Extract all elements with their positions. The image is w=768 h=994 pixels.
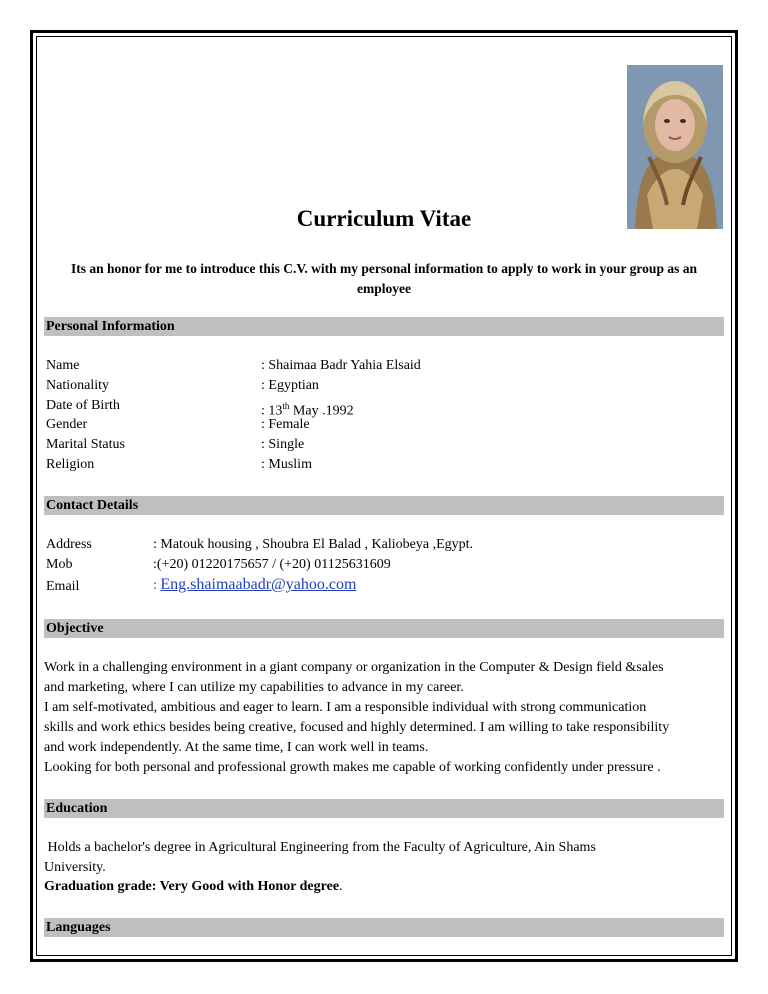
section-header-contact: Contact Details (44, 496, 724, 515)
objective-line: Work in a challenging environment in a giant company or organization in the Computer & Design field &sales (44, 660, 664, 675)
education-line: University. (44, 860, 106, 875)
section-header-languages: Languages (44, 918, 724, 937)
grade-text: Graduation grade: Very Good with Honor degree (44, 879, 340, 894)
dob-suffix: th (282, 401, 290, 411)
objective-line: and work independently. At the same time, I can work well in teams. (44, 740, 429, 755)
dob-day: : 13 (261, 403, 283, 419)
row-label: Mob (46, 557, 73, 572)
objective-line: I am self-motivated, ambitious and eager to learn. I am a responsible individual with strong communication (44, 700, 647, 715)
section-header-education: Education (44, 799, 724, 818)
row-label: Name (46, 358, 80, 373)
section-header-personal: Personal Information (44, 317, 724, 336)
page-title: Curriculum Vitae (296, 206, 472, 231)
row-value: : Single (261, 437, 305, 452)
dob-month-year: May .1992 (289, 403, 354, 419)
profile-photo-image (627, 65, 723, 229)
education-grade (44, 877, 734, 897)
row-label: Religion (46, 457, 95, 472)
row-value: : Muslim (261, 457, 312, 472)
row-value: : Shaimaa Badr Yahia Elsaid (261, 358, 421, 373)
row-label: Address (46, 537, 92, 552)
row-label: Email (46, 579, 80, 594)
intro-text: Its an honor for me to introduce this C.V. with my personal information to apply to work in your group as an employee (71, 261, 697, 296)
email-link[interactable]: Eng.shaimaabadr@yahoo.com (160, 576, 357, 593)
profile-photo (627, 65, 723, 229)
row-label: Date of Birth (46, 398, 120, 413)
row-label: Nationality (46, 378, 109, 393)
email-prefix: : (153, 578, 161, 593)
row-value: :(+20) 01220175657 / (+20) 01125631609 (153, 557, 391, 572)
objective-line: and marketing, where I can utilize my capabilities to advance in my career. (44, 680, 464, 695)
row-value: : Matouk housing , Shoubra El Balad , Kaliobeya ,Egypt. (153, 537, 474, 552)
education-line: Holds a bachelor's degree in Agricultural Engineering from the Faculty of Agriculture, Ain Shams (44, 840, 596, 855)
row-label: Marital Status (46, 437, 125, 452)
objective-line: skills and work ethics besides being creative, focused and highly determined. I am willing to take responsibility (44, 720, 670, 735)
row-label: Gender (46, 417, 88, 432)
row-value: : Female (261, 417, 310, 432)
grade-end: . (339, 879, 343, 894)
row-value (153, 575, 356, 596)
section-header-objective: Objective (44, 619, 724, 638)
row-value: : Egyptian (261, 378, 319, 393)
objective-line: Looking for both personal and professional growth makes me capable of working confidently under pressure . (44, 760, 661, 775)
